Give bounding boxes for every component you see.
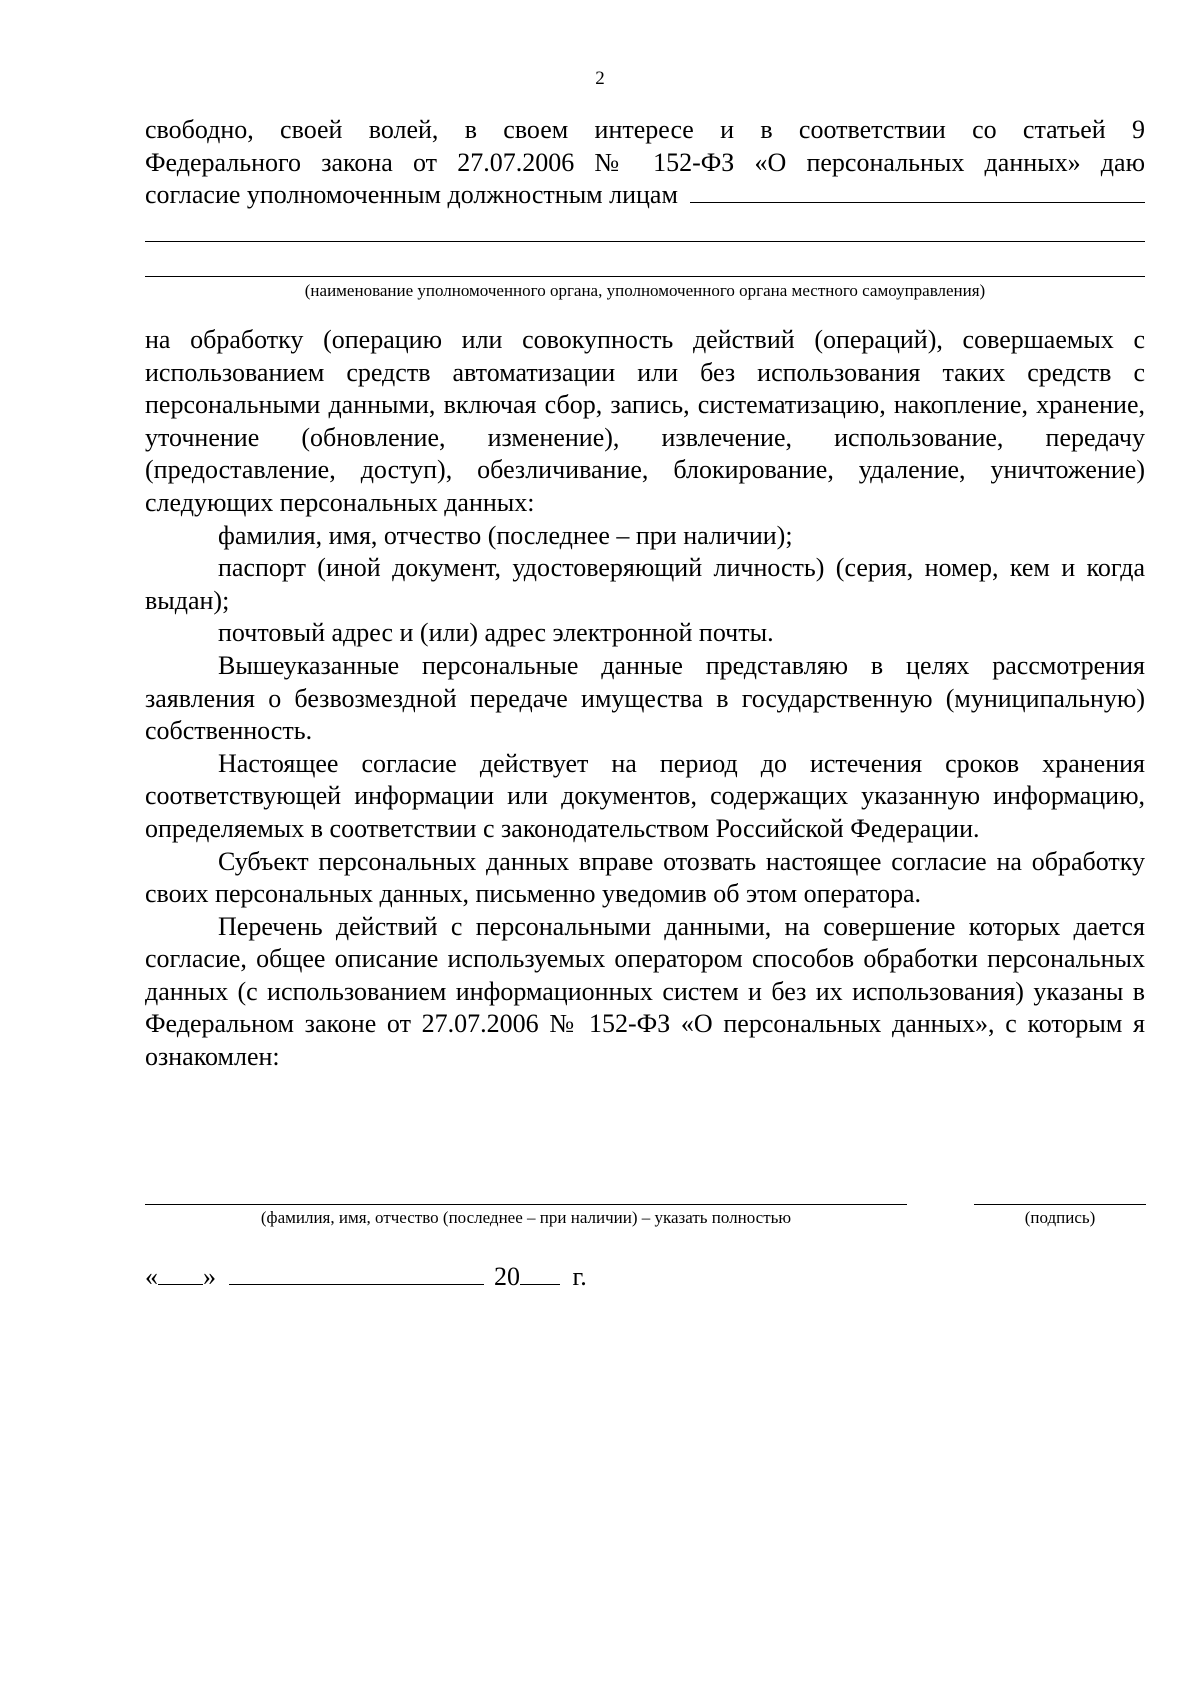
month-field[interactable] xyxy=(229,1264,484,1285)
signature-caption: (подпись) xyxy=(1024,1208,1096,1227)
data-item-address: почтовый адрес и (или) адрес электронной почты. xyxy=(218,618,774,648)
authority-caption: (наименование уполномоченного органа, уполномоченного органа местного самоуправления) xyxy=(304,281,986,300)
authority-blank-1[interactable] xyxy=(690,180,1145,203)
date-open-quote: « xyxy=(145,1262,158,1291)
authority-blank-3[interactable] xyxy=(145,276,1145,277)
page-number: 2 xyxy=(595,68,605,89)
intro-block xyxy=(145,114,1145,212)
full-name-caption: (фамилия, имя, отчество (последнее – при наличии) – указать полностью xyxy=(260,1208,792,1227)
intro-line-1: свободно, своей волей, в своем интересе и в соответствии со статьей 9 xyxy=(145,115,1145,144)
signature-field[interactable] xyxy=(974,1204,1146,1205)
year-prefix: 20 xyxy=(494,1262,520,1291)
purpose-paragraph: Вышеуказанные персональные данные представляю в целях рассмотрения заявления о безвозмездной передаче имущества в государственную (муниципальную) собственность. xyxy=(145,650,1145,746)
intro-line-3-text: согласие уполномоченным должностным лицам xyxy=(145,180,678,210)
day-field[interactable] xyxy=(158,1264,203,1285)
data-item-passport: паспорт (иной документ, удостоверяющий личность) (серия, номер, кем и когда выдан); xyxy=(145,553,1145,615)
date-close-quote: » xyxy=(203,1262,216,1291)
intro-line-3 xyxy=(145,179,1145,212)
full-name-field[interactable] xyxy=(145,1204,907,1205)
authority-blank-2[interactable] xyxy=(145,241,1145,242)
body-block xyxy=(145,324,1145,1074)
year-field[interactable] xyxy=(520,1264,560,1285)
data-item-name: фамилия, имя, отчество (последнее – при наличии); xyxy=(218,520,793,550)
revoke-paragraph: Субъект персональных данных вправе отозвать настоящее согласие на обработку своих персональных данных, письменно уведомив об этом оператора. xyxy=(145,846,1145,909)
year-suffix: г. xyxy=(572,1262,587,1291)
date-line xyxy=(145,1262,587,1292)
list-paragraph: Перечень действий с персональными данными, на совершение которых дается согласие, общее описание используемых оператором способов обработки персональных данных (с использованием информационных систем и без их использования) указаны в Федеральном законе от 27.07.2006 № 152-ФЗ «О персональных данных», с которым я ознакомлен: xyxy=(145,911,1145,1072)
processing-paragraph: на обработку (операцию или совокупность действий (операций), совершаемых с использованием средств автоматизации или без использования таких средств с персональными данными, включая сбор, запись, систематизацию, накопление, хранение, уточнение (обновление, изменение), извлечение, использование, передачу (предоставление, доступ), обезличивание, блокирование, удаление, уничтожение) следующих персональных данных: xyxy=(145,325,1145,517)
term-paragraph: Настоящее согласие действует на период до истечения сроков хранения соответствующей информации или документов, содержащих указанную информацию, определяемых в соответствии с законодательством Российской Федерации. xyxy=(145,748,1145,843)
intro-line-2: Федерального закона от 27.07.2006 № 152-ФЗ «О персональных данных» даю xyxy=(145,147,1145,177)
